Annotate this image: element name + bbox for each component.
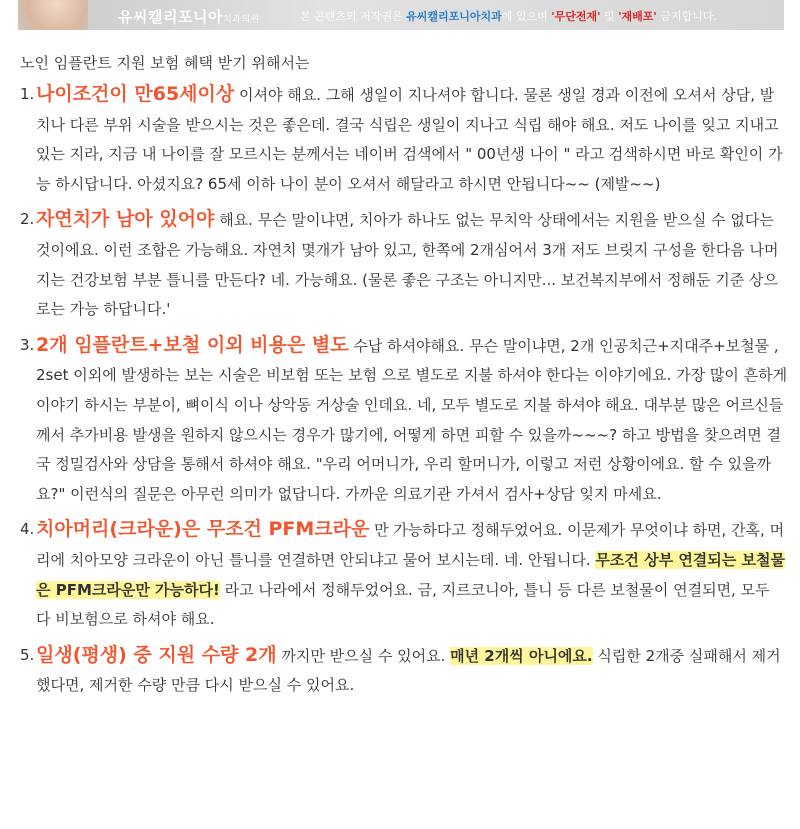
item-number: 4.	[20, 520, 35, 539]
list-item	[20, 205, 788, 324]
notice-text: 및	[604, 10, 615, 23]
item-text: 수납 하셔야해요. 무슨 말이냐면, 2개 인공치근+지대주+보철물 , 2set 이외에 발생하는 보는 시술은 비보험 또는 보험 으로 별도로 지불 하셔야 한다는 이야기에요. 가장 많이 흔하게 이야기 하시는 부분이, 뼈이식 이나 상악동 거상술 인데요. 네, 모두 별도로 지불 하셔야 해요. 대부분 많은 어르신들께서 추가비용 발생을 원하지 않으시는 경우가 많기에, 어떻게 하면 피할 수 있을까~~~? 하고 방법을 찾으려면 결국 정밀검사와 상담을 통해서 하셔야 해요. "우리 어머니가, 우리 할머니가, 이렇고 저런 상황이에요. 할 수 있을까요?" 이런식의 질문은 아무런 의미가 없답니다. 가까운 의료기관 가셔서 검사+상담 잊지 마세요.	[36, 336, 788, 503]
notice-owner: 유씨캘리포니아치과	[406, 10, 502, 23]
clinic-name: 유씨캘리포니아	[118, 8, 223, 26]
notice-text: 금지합니다.	[660, 10, 717, 23]
item-yellow-highlight: 매년 2개씩 아니에요.	[450, 646, 593, 665]
item-text-after: 라고 나라에서 정해두었어요. 금, 지르코니아, 틀니 등 다른 보철물이 연결되면, 모두 다 비보험으로 하셔야 해요.	[36, 580, 770, 629]
clinic-brand	[118, 6, 260, 27]
notice-text: 에 있으며	[501, 10, 548, 23]
item-highlight: 치아머리(크라운)은 무조건 PFM크라운	[36, 518, 370, 541]
item-highlight: 나이조건이 만65세이상	[36, 83, 235, 105]
clinic-type: 치과의원	[222, 15, 260, 25]
item-text-after: 식립한 2개중 실패해서 제거 했다면, 제거한 수량 만큼 다시 받으실 수 있어요.	[36, 646, 781, 695]
item-number: 2.	[20, 210, 35, 229]
item-text: 해요. 무슨 말이냐면, 치아가 하나도 없는 무치악 상태에서는 지원을 받으실 수 없다는 것이에요. 이런 조합은 가능해요. 자연치 몇개가 남아 있고, 한쪽에 2개심어서 3개 저도 브릿지 구성을 한다음 나머지는 건강보험 부분 틀니를 만든다? 네. 가능해요. (물론 좋은 구조는 아니지만... 보건복지부에서 정해둔 기준 상으로는 가능 하답니다.'	[36, 211, 779, 319]
notice-no-copy: '무단전재'	[551, 10, 601, 23]
list-item	[20, 331, 788, 510]
conditions-list	[20, 80, 788, 701]
item-yellow-highlight: 무조건 상부 연결되는 보철물은 PFM크라운만 가능하다!	[36, 550, 785, 599]
item-highlight: 자연치가 남아 있어야	[36, 208, 215, 231]
list-item	[20, 515, 788, 634]
list-item	[20, 80, 788, 199]
item-highlight: 2개 임플란트+보철 이외 비용은 별도	[36, 333, 349, 356]
item-text: 만 가능하다고 정해두었어요. 이문제가 무엇이냐 하면, 간혹, 머리에 치아모양 크라운이 아닌 틀니를 연결하면 안되냐고 물어 보시는데. 네. 안됩니다.	[36, 521, 785, 569]
article-body	[20, 52, 788, 707]
item-highlight: 일생(평생) 중 지원 수량 2개	[36, 643, 277, 666]
intro-text: 노인 임플란트 지원 보험 혜택 받기 위해서는	[20, 54, 310, 72]
item-number: 5.	[20, 645, 35, 664]
notice-text: 본 콘텐츠의 저작권은	[300, 10, 403, 23]
list-item	[20, 641, 788, 701]
item-text: 까지만 받으실 수 있어요.	[276, 646, 451, 665]
item-number: 3.	[20, 335, 35, 354]
banner-photo	[18, 0, 88, 30]
item-number: 1.	[20, 85, 35, 103]
header-banner	[18, 0, 784, 30]
copyright-notice	[300, 8, 717, 24]
item-text: 이셔야 해요. 그해 생일이 지나셔야 합니다. 물론 생일 경과 이전에 오셔서 상담, 발치나 다른 부위 시술을 받으시는 것은 좋은데. 결국 식립은 생일이 지나고 식립 해야 해요. 저도 나이를 잊고 지내고 있는 지라, 지금 내 나이를 잘 모르시는 분께서는 네이버 검색에서 " 00년생 나이 " 라고 검색하시면 바로 확인이 가능 하시답니다. 아셨지요? 65세 이하 나이 분이 오셔서 해달라고 하시면 안됩니다~~ (제발~~)	[36, 86, 783, 193]
notice-no-redistribution: '재배포'	[618, 10, 657, 23]
